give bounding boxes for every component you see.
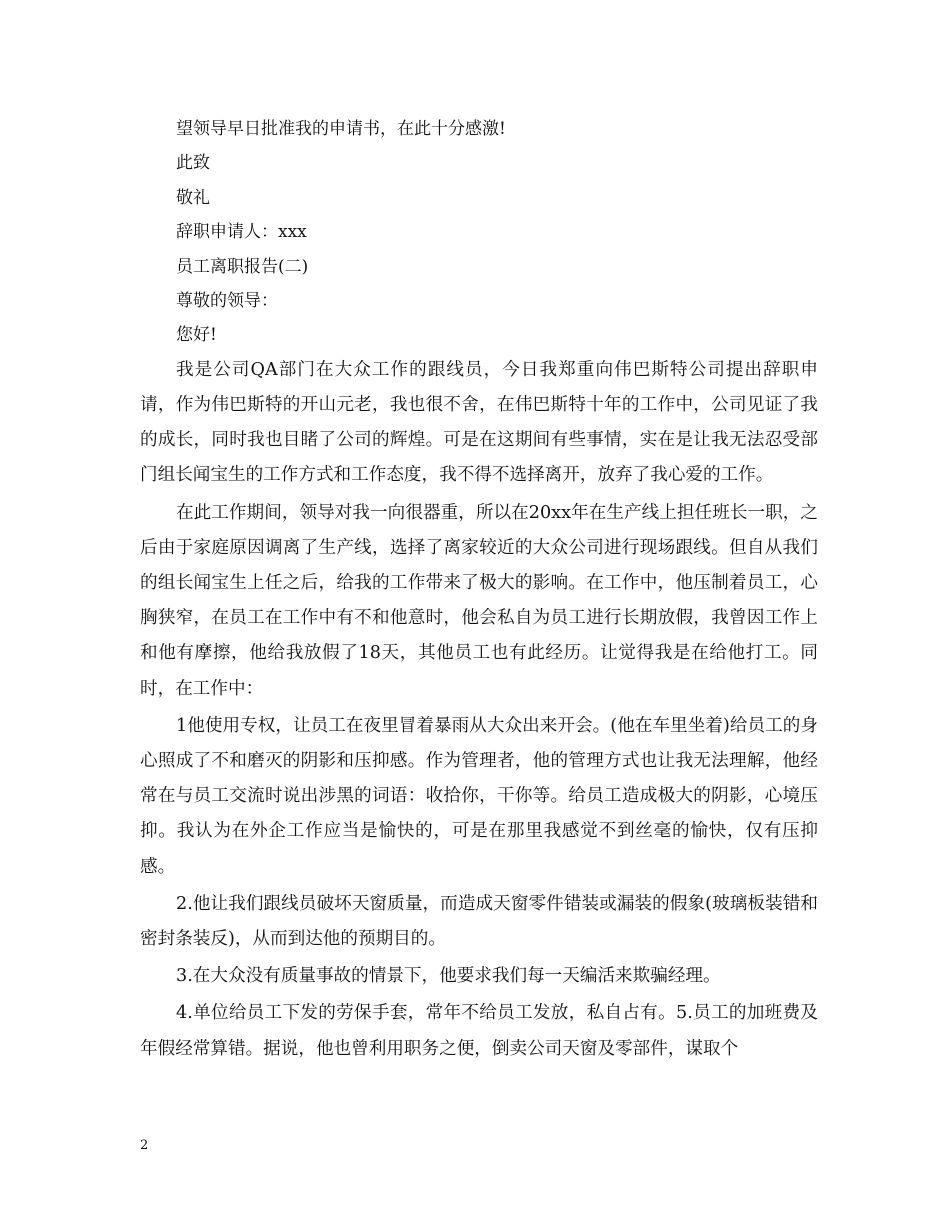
document-body [140,112,818,1067]
paragraph-intro: 我是公司QA部门在大众工作的跟线员，今日我郑重向伟巴斯特公司提出辞职申请，作为伟巴斯特的开山元老，我也很不舍，在伟巴斯特十年的工作中，公司见证了我的成长，同时我也目睹了公司的辉煌。可是在这期间有些事情，实在是让我无法忍受部门组长闻宝生的工作方式和工作态度，我不得不选择离开，放弃了我心爱的工作。 [140,359,818,486]
salutation-jingli: 敬礼 [176,187,210,208]
page-number: 2 [140,1138,149,1153]
paragraph-background: 在此工作期间，领导对我一向很器重，所以在20xx年在生产线上担任班长一职，之后由于家庭原因调离了生产线，选择了离家较近的大众公司进行现场跟线。但自从我们的组长闻宝生上任之后，给我的工作带来了极大的影响。在工作中，他压制着员工，心胸狭窄，在员工在工作中有不和他意时，他会私自为员工进行长期放假，我曾因工作上和他有摩擦，他给我放假了18天，其他员工也有此经历。让觉得我是在给他打工。同时，在工作中： [140,502,818,699]
paragraph-point-3: 3.在大众没有质量事故的情景下，他要求我们每一天编活来欺骗经理。 [176,966,721,987]
paragraph-point-1: 1他使用专权，让员工在夜里冒着暴雨从大众出来开会。(他在车里坐着)给员工的身心照成了不和磨灭的阴影和压抑感。作为管理者，他的管理方式也让我无法理解，他经常在与员工交流时说出涉黑的词语：收拾你，干你等。给员工造成极大的阴影，心境压抑。我认为在外企工作应当是愉快的，可是在那里我感觉不到丝毫的愉快，仅有压抑感。 [140,715,818,877]
applicant-signature-line: 辞职申请人：xxx [176,222,307,243]
paragraph-point-2: 2.他让我们跟线员破坏天窗质量，而造成天窗零件错装或漏装的假象(玻璃板装错和密封条装反)，从而到达他的预期目的。 [140,893,818,949]
section-title: 员工离职报告(二) [176,256,309,277]
closing-request-line: 望领导早日批准我的申请书，在此十分感激! [176,119,506,139]
paragraph-point-4-5: 4.单位给员工下发的劳保手套，常年不给员工发放，私自占有。5.员工的加班费及年假经常算错。据说，他也曾利用职务之便，倒卖公司天窗及零部件，谋取个 [140,1003,818,1059]
greeting-addressee: 尊敬的领导： [176,290,278,311]
salutation-cizhi: 此致 [176,153,210,174]
greeting-hello: 您好! [176,325,217,346]
